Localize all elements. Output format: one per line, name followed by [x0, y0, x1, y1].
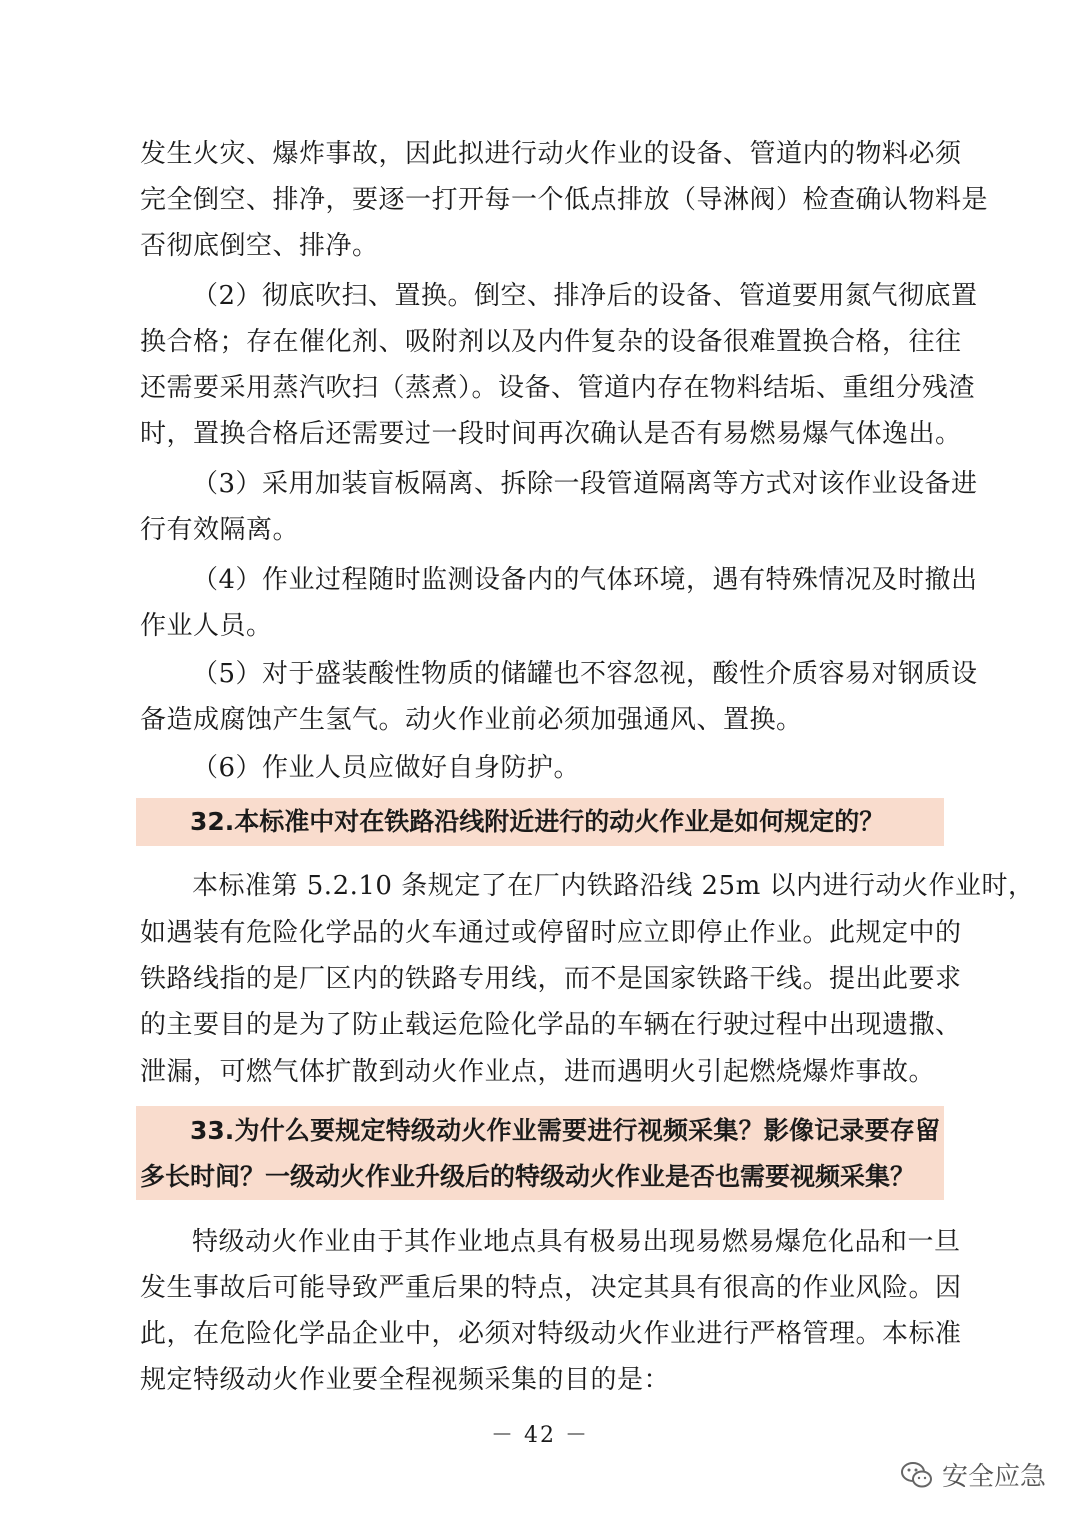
list-item-2-line: 换合格；存在催化剂、吸附剂以及内件复杂的设备很难置换合格，往往: [140, 327, 962, 357]
question-32-title: 32.本标准中对在铁路沿线附近进行的动火作业是如何规定的？: [190, 807, 885, 836]
answer-33-line: 发生事故后可能导致严重后果的特点，决定其具有很高的作业风险。因: [140, 1273, 962, 1303]
question-33-title-line: 多长时间？一级动火作业升级后的特级动火作业是否也需要视频采集？: [140, 1162, 916, 1191]
answer-32-line: 如遇装有危险化学品的火车通过或停留时应立即停止作业。此规定中的: [140, 918, 962, 948]
page-number: － 42 －: [491, 1423, 589, 1448]
list-item-4-line: （4）作业过程随时监测设备内的气体环境，遇有特殊情况及时撤出: [192, 565, 978, 595]
question-33-title-line: 33.为什么要规定特级动火作业需要进行视频采集？影像记录要存留: [190, 1116, 940, 1145]
list-item-4-line: 作业人员。: [140, 611, 273, 641]
list-item-5-line: （5）对于盛装酸性物质的储罐也不容忽视，酸性介质容易对钢质设: [192, 659, 978, 689]
wechat-icon: [900, 1460, 934, 1490]
paragraph-line: 完全倒空、排净，要逐一打开每一个低点排放（导淋阀）检查确认物料是: [140, 185, 989, 215]
answer-32-line: 铁路线指的是厂区内的铁路专用线，而不是国家铁路干线。提出此要求: [140, 964, 962, 994]
list-item-6-line: （6）作业人员应做好自身防护。: [192, 753, 581, 783]
watermark-text: 安全应急: [941, 1462, 1046, 1492]
list-item-2-line: （2）彻底吹扫、置换。倒空、排净后的设备、管道要用氮气彻底置: [192, 281, 978, 311]
answer-32-line: 泄漏，可燃气体扩散到动火作业点，进而遇明火引起燃烧爆炸事故。: [140, 1057, 936, 1087]
list-item-2-line: 还需要采用蒸汽吹扫（蒸煮）。设备、管道内存在物料结垢、重组分残渣: [140, 373, 976, 403]
answer-32-line: 的主要目的是为了防止载运危险化学品的车辆在行驶过程中出现遗撒、: [140, 1010, 962, 1040]
paragraph-line: 否彻底倒空、排净。: [140, 231, 379, 261]
answer-33-line: 此，在危险化学品企业中，必须对特级动火作业进行严格管理。本标准: [140, 1319, 962, 1349]
list-item-2-line: 时，置换合格后还需要过一段时间再次确认是否有易燃易爆气体逸出。: [140, 419, 962, 449]
list-item-3-line: （3）采用加装盲板隔离、拆除一段管道隔离等方式对该作业设备进: [192, 469, 978, 499]
answer-32-line: 本标准第 5.2.10 条规定了在厂内铁路沿线 25m 以内进行动火作业时，: [192, 871, 1035, 901]
list-item-5-line: 备造成腐蚀产生氢气。动火作业前必须加强通风、置换。: [140, 705, 803, 735]
watermark: [900, 1456, 1046, 1493]
answer-33-line: 规定特级动火作业要全程视频采集的目的是：: [140, 1365, 671, 1395]
list-item-3-line: 行有效隔离。: [140, 515, 300, 545]
paragraph-line: 发生火灾、爆炸事故，因此拟进行动火作业的设备、管道内的物料必须: [140, 139, 962, 169]
answer-33-line: 特级动火作业由于其作业地点具有极易出现易燃易爆危化品和一旦: [192, 1227, 961, 1257]
